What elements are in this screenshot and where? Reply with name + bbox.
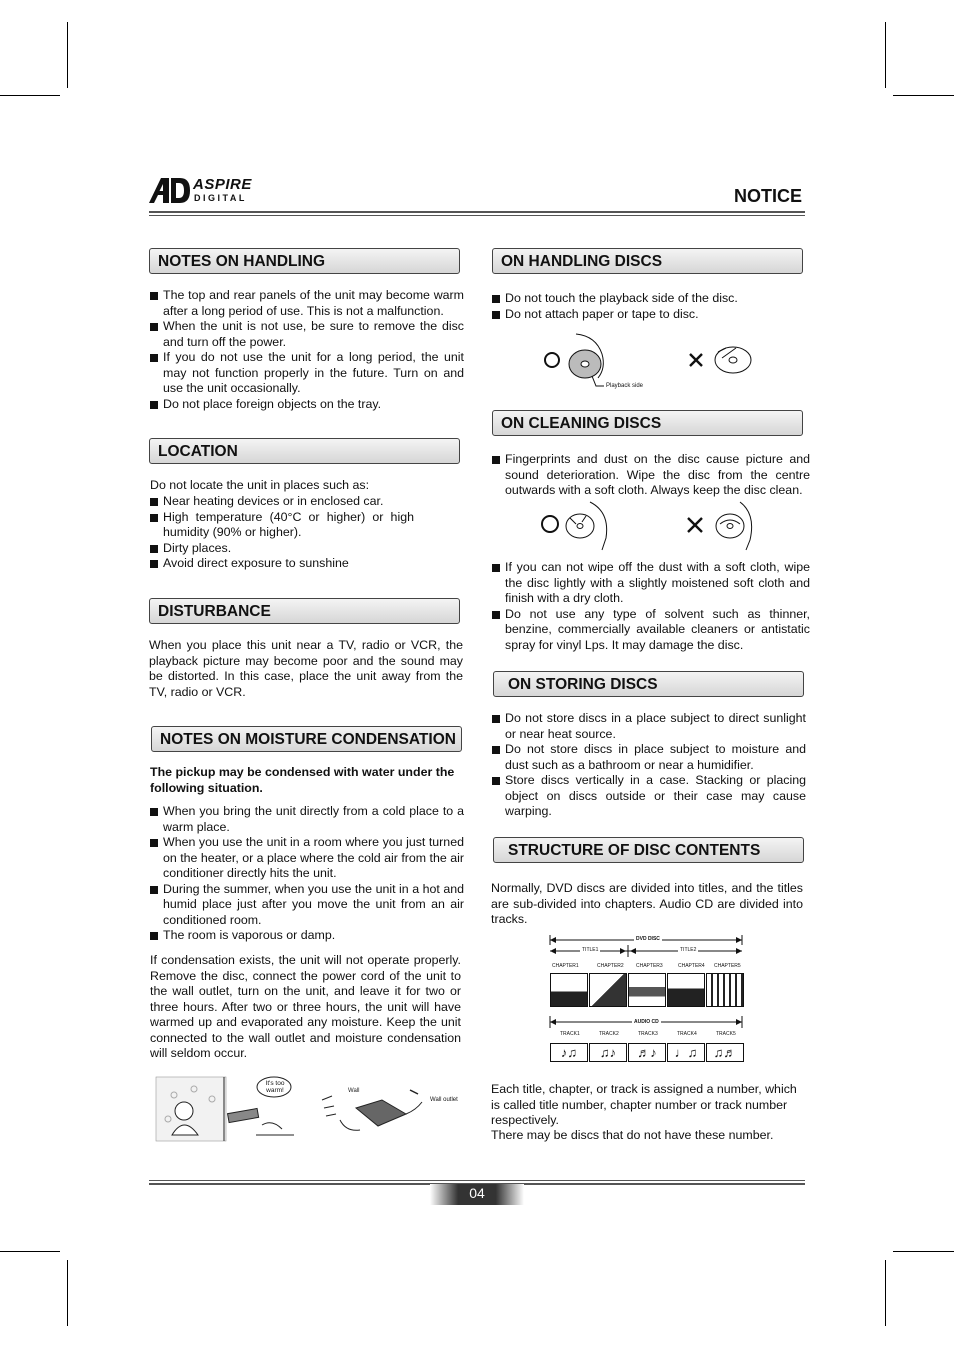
track-label: TRACK1: [560, 1031, 580, 1037]
footer-rule: [149, 1180, 805, 1181]
chapter-label: CHAPTER1: [552, 963, 579, 969]
location-heading: [149, 438, 460, 464]
section-title: ON CLEANING DISCS: [501, 415, 662, 432]
section-title: NOTES ON MOISTURE CONDENSATION: [160, 731, 456, 748]
wall-outlet-label: Wall outlet: [430, 1097, 458, 1103]
disc-handling-illustration: [540, 328, 755, 390]
list-item: Fingerprints and dust on the disc cause picture and sound deterioration. Wipe the disc from the centre outwards with a soft cloth. Always keep the disc clean.: [492, 452, 810, 499]
speech-bubble-text: It's too warm!: [265, 1080, 285, 1094]
crop-mark: [893, 1251, 954, 1252]
notes-on-handling-heading: [149, 248, 460, 274]
structure-heading: [493, 837, 804, 863]
list-item: Store discs vertically in a case. Stacking or placing object on discs outside or their case may cause warping.: [492, 773, 806, 820]
music-note-icon: ♫♬: [706, 1043, 744, 1062]
chapter-thumb: [589, 973, 627, 1007]
wall-outlet-illustration: [320, 1080, 430, 1138]
section-title: STRUCTURE OF DISC CONTENTS: [508, 842, 761, 859]
section-title: DISTURBANCE: [158, 603, 271, 620]
brand-sub: DIGITAL: [194, 193, 247, 203]
crop-mark: [67, 22, 68, 88]
moisture-lead: The pickup may be condensed with water under the following situation.: [150, 765, 455, 795]
cleaning-discs-list-2: [492, 560, 810, 653]
list-item: Dirty places.: [150, 541, 414, 557]
disturbance-heading: [149, 598, 460, 624]
storing-discs-heading: [493, 671, 804, 697]
disc-cleaning-illustration: [540, 498, 755, 554]
structure-text: Normally, DVD discs are divided into titles, and the titles are sub-divided into chapters. Audio CD are divided into tracks.: [491, 881, 803, 926]
chapter-thumb: [628, 973, 666, 1007]
list-item: Near heating devices or in enclosed car.: [150, 494, 414, 510]
list-item: High temperature (40°C or higher) or high humidity (90% or higher).: [150, 510, 414, 541]
svg-text:Wall: Wall: [348, 1088, 360, 1094]
list-item: The room is vaporous or damp.: [150, 928, 464, 944]
page-title: NOTICE: [734, 186, 803, 206]
section-title: ON HANDLING DISCS: [501, 253, 663, 270]
chapter-label: CHAPTER4: [678, 963, 705, 969]
list-item: When you bring the unit directly from a cold place to a warm place.: [150, 804, 464, 835]
title-label: TITLE1: [582, 947, 599, 953]
handling-discs-list: [492, 291, 804, 322]
title-arrow: [548, 945, 744, 957]
cleaning-discs-list: [492, 452, 810, 499]
storing-discs-list: [492, 711, 806, 820]
crop-mark: [885, 22, 886, 88]
page-number: 04: [469, 1185, 485, 1201]
chapter-thumb: [667, 973, 705, 1007]
section-title: NOTES ON HANDLING: [158, 253, 326, 270]
list-item: When you use the unit in a room where you just turned on the heater, or a place where the cold air from the air conditioner directly hits the unit.: [150, 835, 464, 882]
location-list: [150, 494, 414, 572]
music-note-icon: ♬♪: [628, 1043, 666, 1062]
crop-mark: [893, 95, 954, 96]
music-note-icon: ♪♫: [550, 1043, 588, 1062]
track-label: TRACK5: [716, 1031, 736, 1037]
moisture-list: [150, 804, 464, 944]
crop-mark: [885, 1260, 886, 1326]
structure-footer-1: Each title, chapter, or track is assigned a number, which is called title number, chapter number or track number respectively.: [491, 1082, 797, 1127]
disturbance-text: When you place this unit near a TV, radio or VCR, the playback picture may become poor and the sound may be distorted. In this case, place the unit away from the TV, radio or VCR.: [149, 638, 463, 699]
track-label: TRACK4: [677, 1031, 697, 1037]
title-label: TITLE2: [680, 947, 697, 953]
aspire-logo-icon: [149, 176, 191, 204]
list-item: If you can not wipe off the dust with a soft cloth, wipe the disc lightly with a slightly moistened soft cloth and finish with a dry cloth.: [492, 560, 810, 607]
notes-on-handling-list: [150, 288, 464, 412]
playback-side-label: Playback side: [606, 383, 644, 389]
list-item: Do not use any type of solvent such as thinner, benzine, commercially available cleaners or antistatic spray for vinyl Lps. It may damage the disc.: [492, 607, 810, 654]
dvd-diagram: [548, 935, 744, 1007]
chapter-label: CHAPTER5: [714, 963, 741, 969]
header-rule: [149, 211, 805, 213]
section-title: LOCATION: [158, 443, 238, 460]
chapter-label: CHAPTER2: [597, 963, 624, 969]
list-item: During the summer, when you use the unit in a hot and humid place just after you move the unit from an air conditioned room.: [150, 882, 464, 929]
dvd-disc-label: DVD DISC: [636, 936, 660, 942]
list-item: If you do not use the unit for a long period, the unit may not function properly in the future. Turn on and use the unit occasionally.: [150, 350, 464, 397]
crop-mark: [0, 95, 60, 96]
handling-discs-heading: [492, 248, 803, 274]
music-note-icon: ♫♪: [589, 1043, 627, 1062]
section-title: ON STORING DISCS: [508, 676, 658, 693]
list-item: Do not store discs in a place subject to direct sunlight or near heat source.: [492, 711, 806, 742]
cd-diagram: [548, 1016, 744, 1062]
list-item: Avoid direct exposure to sunshine: [150, 556, 414, 572]
track-label: TRACK3: [638, 1031, 658, 1037]
brand-name: ASPIRE: [193, 176, 252, 193]
list-item: Do not place foreign objects on the tray.: [150, 397, 464, 413]
chapter-thumb: [550, 973, 588, 1007]
list-item: When the unit is not use, be sure to remove the disc and turn off the power.: [150, 319, 464, 350]
location-intro: Do not locate the unit in places such as:: [150, 478, 370, 492]
list-item: The top and rear panels of the unit may become warm after a long period of use. This is not a malfunction.: [150, 288, 464, 319]
list-item: Do not touch the playback side of the disc.: [492, 291, 804, 307]
list-item: Do not attach paper or tape to disc.: [492, 307, 804, 323]
crop-mark: [67, 1260, 68, 1326]
crop-mark: [0, 1251, 60, 1252]
moisture-heading: [151, 726, 462, 752]
moisture-text: If condensation exists, the unit will not operate properly. Remove the disc, connect the power cord of the unit to the wall outlet, turn on the unit, and leave it for two or three hours. After two or three hours, the unit will have warmed up and evaporated any moisture. Keep the unit connected to the wall outlet and moisture condensation will seldom occur.: [150, 953, 461, 1060]
music-note-icon: ♩♫: [667, 1043, 705, 1062]
chapter-thumb: [706, 973, 744, 1007]
list-item: Do not store discs in place subject to moisture and dust such as a bathroom or near a humidifier.: [492, 742, 806, 773]
track-label: TRACK2: [599, 1031, 619, 1037]
structure-footer-2: There may be discs that do not have these number.: [491, 1128, 774, 1142]
chapter-label: CHAPTER3: [636, 963, 663, 969]
cleaning-discs-heading: [492, 410, 803, 436]
audio-cd-label: AUDIO CD: [634, 1019, 659, 1025]
header-rule: [149, 215, 805, 216]
